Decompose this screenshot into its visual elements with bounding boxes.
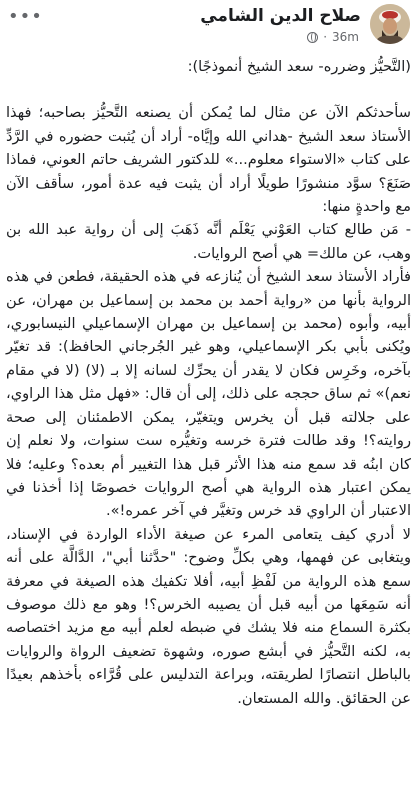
post-title: (التَّحيُّز وضرره- سعد الشيخ أنموذجًا): (187, 58, 411, 75)
post-header (0, 0, 417, 52)
post-paragraph-1: سأحدثكم الآن عن مثال لما يُمكن أن يصنعه التَّحيُّز بصاحبه؛ فهذا الأستاذ سعد الشيخ -هداني الله وإيَّاه- أراد أن يُثبت حضوره في الرَّدِّ على كتاب «الاستواء معلوم...» للدكتور الشريف حاتم العوني، فماذا صَنَعَ؟ سوَّد منشورًا طويلًا أراد أن يثبت فيه عدة أمور، سأقف الآن مع واحدةٍ منها: (6, 104, 411, 216)
post-meta (307, 30, 359, 44)
post-paragraph-2: - مَن طالع كتاب العَوْني يَعْلَم أنَّه ذَهَبَ إلى أن رواية عبد الله بن وهب، عن مالك= هي أصح الروايات. (6, 221, 411, 262)
globe-icon (307, 32, 318, 43)
post-body (6, 55, 411, 710)
post-paragraph-3: فأراد الأستاذ سعد الشيخ أن يُنازعه في هذه الحقيقة، فطعن في هذه الرواية بأنها من «رواية أحمد بن محمد بن إسماعيل بن مهران، عن أبيه، وأبوه (محمد بن إسماعيل بن مهران الإسماعيلي النيسابوري، ويُكنى بأبي بكر الإسماعيلي، وهو غير الجُرجاني الحافظ): قد تغيّر بآخره، وخَرِس فكان لا يقدر أن يحرِّك لسانه إلا بـ (لا) (لا في مقام نعم)» ثم ساق حججه على ذلك، إلى أن قال: «فهل مثل هذا الراوي، على جلالته قبل أن يخرس ويتغيّر، يمكن الاطمئنان إلى صحة روايته؟! وقد طالت فترة خرسه وتغيُّره ست سنوات، ولا نعلم إن كان ابنُه قد سمع منه هذا الأثر قبل هذا التغيير أم بعده؟ وعليه؛ فلا يمكن اعتبار هذه الرواية هي أصح الروايات خصوصًا إذا أخذنا في الاعتبار أن الراوي قد خرس وتغيَّر في آخر عمره!». (6, 268, 411, 520)
dot-separator: · (323, 30, 328, 44)
post-time[interactable]: 36m (332, 30, 359, 44)
author-name[interactable]: صلاح الدين الشامي (200, 6, 361, 26)
post-paragraph-4: لا أدري كيف يتعامى المرء عن صيغة الأداء الواردة في الإسناد، ويتغابى عن فهمها، وهي بكلِّ وضوح: "حدَّثنا أبي"، الدَّالَّة على أنه سمع هذه الرواية من لَفْظِ أبيه، أفلا تكفيك هذه الصيغة في معرفة أنه سَمِعَها من أبيه قبل أن يصيبه الخرس؟! وهو مع ذلك موصوف بكثرة السماع منه فلا يشك في ضبطه لعلم أبيه مع مزيد اختصاصه به، لكنه التَّحيُّز في أبشع صوره، وشهوة تضعيف الرواة والروايات بالباطل انتصارًا لطريقته، وبراعة التدليس على قُرَّاءه بأخذهم بعيدًا عن الحقائق. والله المستعان. (6, 525, 411, 707)
avatar-image (370, 4, 410, 44)
more-options-icon[interactable]: ••• (8, 6, 43, 27)
avatar[interactable] (370, 4, 410, 44)
